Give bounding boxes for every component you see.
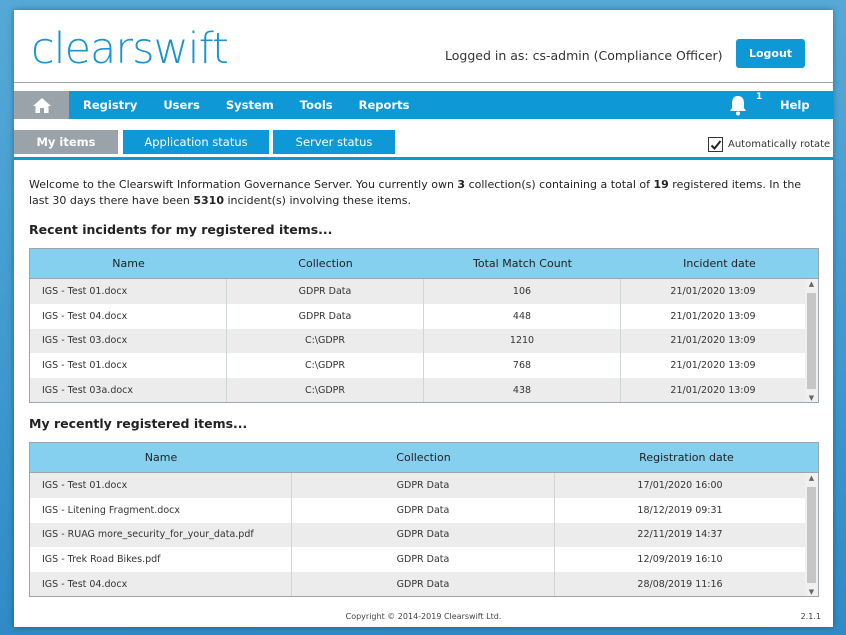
incidents-table [29, 248, 819, 403]
welcome-part1: Welcome to the Clearswift Information Governance Server. You currently own [29, 178, 458, 191]
help-link[interactable]: Help [780, 98, 810, 112]
welcome-part4: incident(s) involving these items. [224, 194, 411, 207]
table-cell: 21/01/2020 13:09 [670, 285, 756, 297]
table-cell: GDPR Data [292, 473, 555, 498]
welcome-text [29, 177, 819, 209]
table-row[interactable] [30, 523, 818, 548]
tab-my-items[interactable]: My items [14, 130, 118, 154]
nav-tools[interactable]: Tools [299, 98, 333, 112]
table-cell: IGS - Trek Road Bikes.pdf [30, 547, 292, 572]
table-cell: GDPR Data [227, 304, 424, 329]
home-icon [32, 97, 52, 114]
table-row[interactable] [30, 329, 818, 354]
table-row[interactable] [30, 498, 818, 523]
table-cell: 21/01/2020 13:09 [670, 335, 756, 347]
table-cell: 22/11/2019 14:37 [637, 529, 723, 541]
table-cell: C:\GDPR [227, 353, 424, 378]
incidents-count: 5310 [193, 194, 224, 207]
table-cell: 438 [424, 378, 621, 403]
main-navbar [14, 91, 833, 119]
scroll-thumb[interactable] [807, 293, 816, 389]
table-cell: GDPR Data [292, 523, 555, 548]
table-row[interactable] [30, 378, 818, 403]
column-header-collection[interactable]: Collection [396, 451, 451, 464]
nav-registry[interactable]: Registry [83, 98, 138, 112]
clearswift-logo: clearswift [31, 24, 228, 74]
table-cell: 448 [424, 304, 621, 329]
tab-server-status[interactable]: Server status [273, 130, 395, 154]
column-header-name[interactable]: Name [112, 257, 145, 270]
header-divider [14, 82, 833, 83]
bell-icon[interactable] [727, 94, 749, 116]
incidents-title: Recent incidents for my registered items... [29, 222, 333, 237]
column-header-incident-date[interactable]: Incident date [683, 257, 756, 270]
table-cell: IGS - Test 01.docx [30, 473, 292, 498]
table-cell: 18/12/2019 09:31 [637, 504, 723, 516]
table-cell: 768 [424, 353, 621, 378]
logged-in-text: Logged in as: cs-admin (Compliance Officer) [445, 48, 723, 63]
column-header-total-match-count[interactable]: Total Match Count [473, 257, 572, 270]
incidents-table-body [30, 279, 818, 403]
table-cell: GDPR Data [292, 572, 555, 597]
auto-rotate-toggle [708, 137, 830, 152]
incidents-scrollbar[interactable] [805, 279, 818, 403]
copyright-text: Copyright © 2014-2019 Clearswift Ltd. [345, 612, 502, 621]
collections-count: 3 [457, 178, 466, 191]
table-cell: IGS - Test 04.docx [30, 572, 292, 597]
table-cell: C:\GDPR [227, 378, 424, 403]
table-cell: 28/08/2019 11:16 [637, 579, 723, 591]
table-cell: IGS - Test 01.docx [30, 279, 227, 304]
table-cell: 21/01/2020 13:09 [670, 385, 756, 397]
table-cell: C:\GDPR [227, 329, 424, 354]
scroll-down-icon[interactable]: ▼ [808, 587, 815, 596]
table-cell: 106 [424, 279, 621, 304]
table-cell: IGS - Litening Fragment.docx [30, 498, 292, 523]
registered-table-header [30, 443, 818, 473]
table-cell: 21/01/2020 13:09 [670, 360, 756, 372]
table-row[interactable] [30, 473, 818, 498]
table-row[interactable] [30, 572, 818, 597]
incidents-table-header [30, 249, 818, 279]
header [14, 10, 833, 82]
table-cell: GDPR Data [292, 498, 555, 523]
nav-system[interactable]: System [225, 98, 274, 112]
table-row[interactable] [30, 353, 818, 378]
notification-count: 1 [756, 92, 763, 102]
table-cell: IGS - Test 03.docx [30, 329, 227, 354]
table-cell: IGS - Test 03a.docx [30, 378, 227, 403]
scroll-up-icon[interactable]: ▲ [808, 474, 815, 482]
version-text: 2.1.1 [800, 612, 821, 621]
table-row[interactable] [30, 304, 818, 329]
registered-title: My recently registered items... [29, 416, 248, 431]
auto-rotate-label: Automatically rotate [728, 139, 831, 150]
table-cell: GDPR Data [227, 279, 424, 304]
scroll-down-icon[interactable]: ▼ [808, 393, 815, 402]
column-header-registration-date[interactable]: Registration date [639, 451, 734, 464]
table-cell: IGS - Test 04.docx [30, 304, 227, 329]
scroll-thumb[interactable] [807, 487, 816, 583]
table-cell: 21/01/2020 13:09 [670, 310, 756, 322]
table-cell: GDPR Data [292, 547, 555, 572]
items-count: 19 [653, 178, 669, 191]
column-header-collection[interactable]: Collection [298, 257, 353, 270]
table-cell: IGS - Test 01.docx [30, 353, 227, 378]
table-cell: 17/01/2020 16:00 [637, 479, 723, 491]
app-window [14, 10, 833, 627]
logout-button[interactable]: Logout [736, 39, 805, 68]
table-cell: IGS - RUAG more_security_for_your_data.pdf [30, 523, 292, 548]
checkmark-icon [710, 139, 722, 151]
table-row[interactable] [30, 279, 818, 304]
auto-rotate-checkbox[interactable] [708, 137, 723, 152]
tab-application-status[interactable]: Application status [123, 130, 269, 154]
column-header-name[interactable]: Name [144, 451, 178, 464]
registered-scrollbar[interactable] [805, 473, 818, 597]
table-row[interactable] [30, 547, 818, 572]
nav-reports[interactable]: Reports [358, 98, 410, 112]
home-button[interactable] [14, 91, 69, 119]
tabs-divider [14, 157, 833, 160]
welcome-part3: registered items. In the last 30 days there have been [29, 178, 802, 207]
registered-table [29, 442, 819, 597]
table-cell: 1210 [424, 329, 621, 354]
nav-users[interactable]: Users [163, 98, 200, 112]
welcome-part2: collection(s) containing a total of [465, 178, 654, 191]
registered-table-body [30, 473, 818, 597]
scroll-up-icon[interactable]: ▲ [808, 280, 815, 288]
table-cell: 12/09/2019 16:10 [637, 554, 723, 566]
